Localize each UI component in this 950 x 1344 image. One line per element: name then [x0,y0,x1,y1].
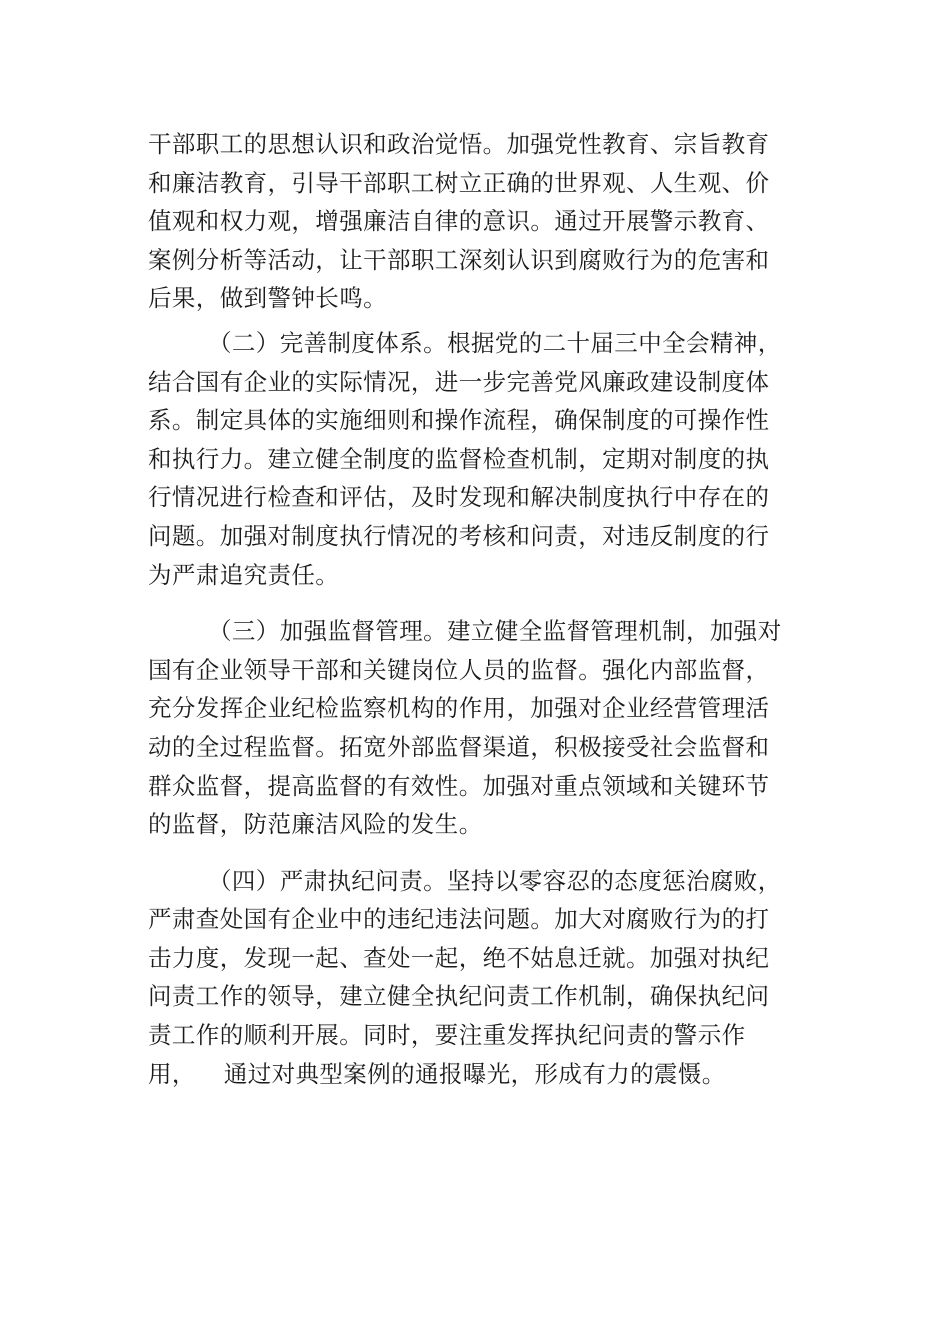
document-body [148,125,818,1093]
paragraph-spacer [148,844,818,862]
text-line: （四）严肃执纪问责。坚持以零容忍的态度惩治腐败， [208,866,782,895]
text-line: 的监督，防范廉洁风险的发生。 [148,810,483,839]
text-line: 动的全过程监督。拓宽外部监督渠道，积极接受社会监督和 [148,732,770,761]
line-fragment: 通过对典型案例的通报曝光，形成有力的震慑。 [223,1059,726,1088]
text-line: 结合国有企业的实际情况，进一步完善党风廉政建设制度体 [148,367,770,396]
text-line: （三）加强监督管理。建立健全监督管理机制，加强对 [208,617,782,646]
text-line: 责工作的顺利开展。同时，要注重发挥执纪问责的警示作 [148,1021,746,1050]
line-fragment: 用， [148,1059,196,1088]
paragraph-continuation [148,125,818,318]
text-line: 系。制定具体的实施细则和操作流程，确保制度的可操作性 [148,406,770,435]
text-line: 问责工作的领导，建立健全执纪问责工作机制，确保执纪问 [148,982,770,1011]
text-line: 和执行力。建立健全制度的监督检查机制，定期对制度的执 [148,444,770,473]
text-line: 值观和权力观，增强廉洁自律的意识。通过开展警示教育、 [148,207,770,236]
paragraph-section-4 [148,862,818,1094]
text-line: 群众监督，提高监督的有效性。加强对重点领域和关键环节 [148,771,770,800]
paragraph-section-3 [148,612,818,844]
paragraph-spacer [148,594,818,612]
text-line: 行情况进行检查和评估，及时发现和解决制度执行中存在的 [148,483,770,512]
text-line: 案例分析等活动，让干部职工深刻认识到腐败行为的危害和 [148,245,770,274]
text-line: 充分发挥企业纪检监察机构的作用，加强对企业经营管理活 [148,694,770,723]
text-line: 击力度，发现一起、查处一起，绝不姑息迁就。加强对执纪 [148,943,770,972]
text-line: 干部职工的思想认识和政治觉悟。加强党性教育、宗旨教育 [148,130,770,158]
text-line: 后果，做到警钟长鸣。 [148,284,387,313]
text-line: 为严肃追究责任。 [148,560,340,589]
text-line-final [148,1055,818,1094]
text-line: 国有企业领导干部和关键岗位人员的监督。强化内部监督， [148,655,770,684]
text-line: 和廉洁教育，引导干部职工树立正确的世界观、人生观、价 [148,168,770,197]
text-line: 问题。加强对制度执行情况的考核和问责，对违反制度的行 [148,521,770,550]
text-line: 严肃查处国有企业中的违纪违法问题。加大对腐败行为的打 [148,905,770,934]
paragraph-section-2 [148,324,818,594]
text-line: （二）完善制度体系。根据党的二十届三中全会精神， [208,328,782,357]
